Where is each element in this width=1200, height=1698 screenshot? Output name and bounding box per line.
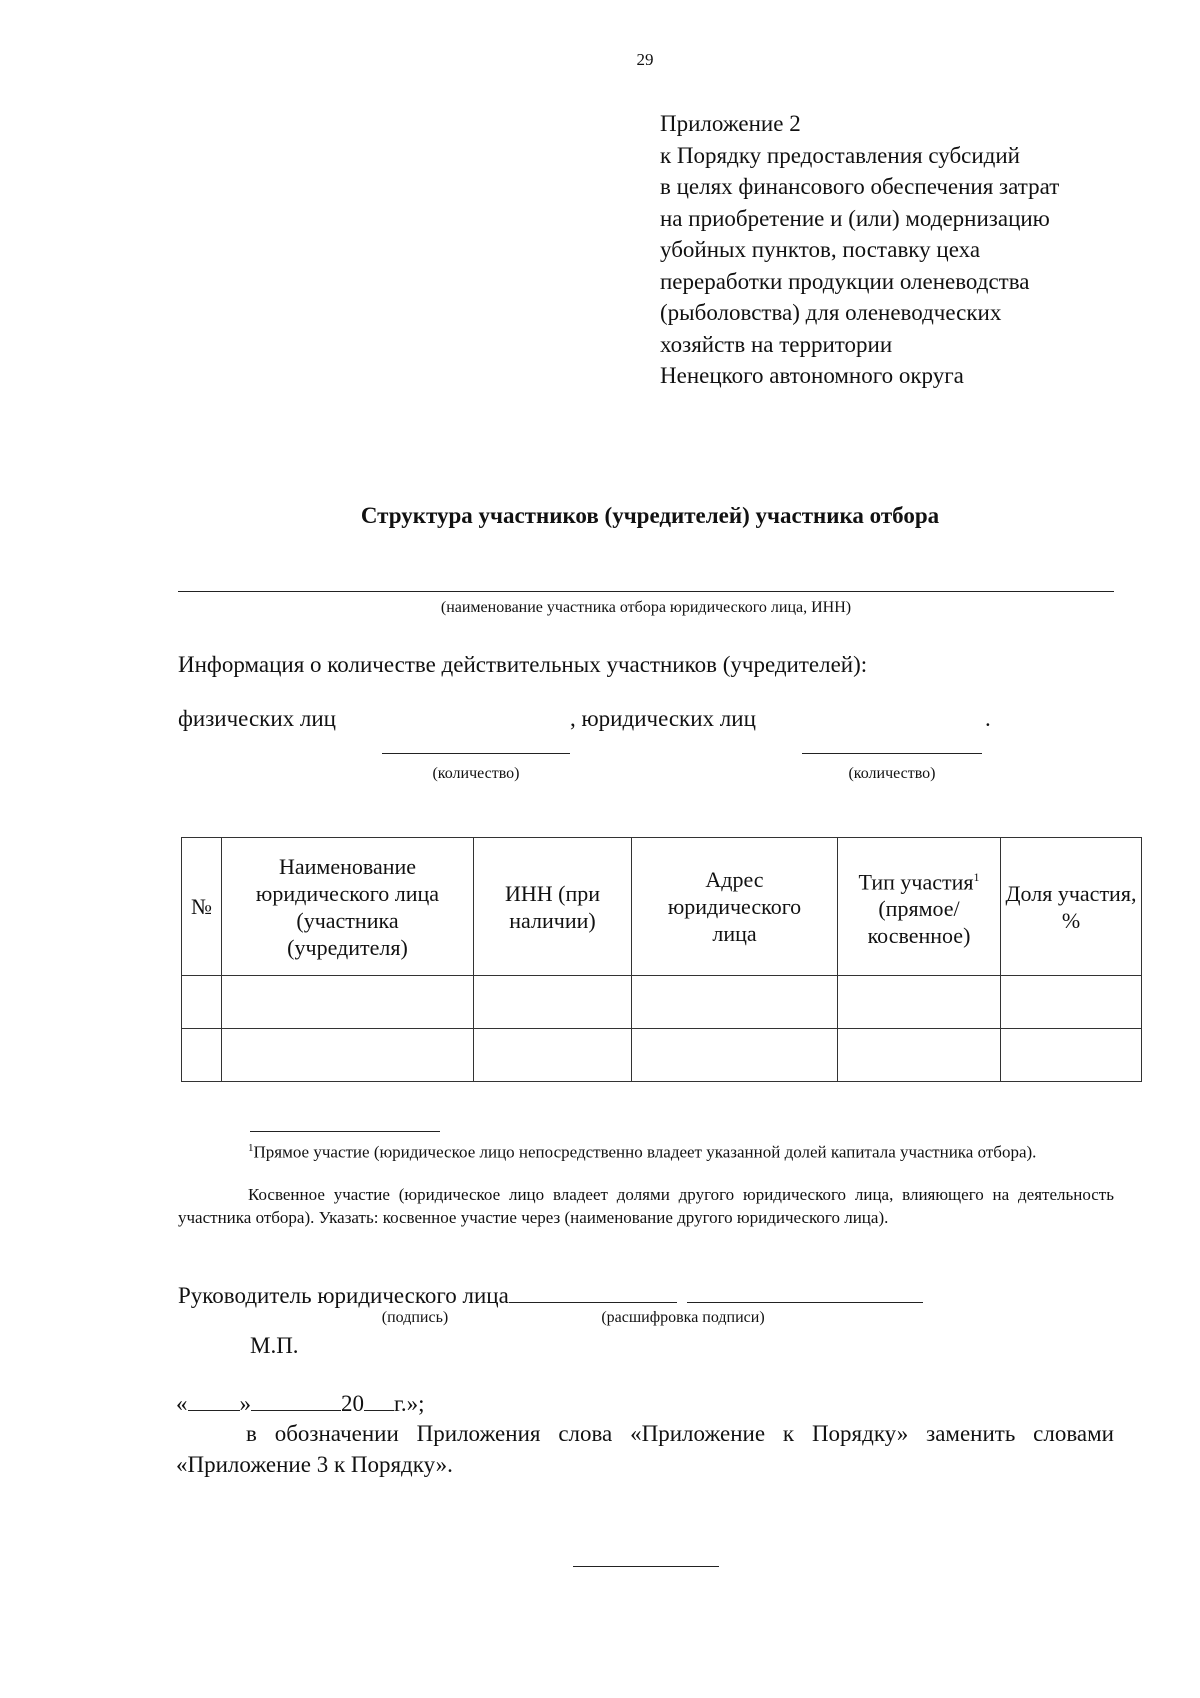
table-cell[interactable] [632, 1029, 838, 1082]
end-rule [573, 1566, 719, 1567]
seal-mark: М.П. [250, 1333, 299, 1358]
date-day-field[interactable] [188, 1388, 240, 1411]
table-cell[interactable] [1001, 1029, 1142, 1082]
individuals-count-hint: (количество) [432, 765, 520, 782]
table-cell[interactable] [222, 1029, 474, 1082]
footnote-direct-text: Прямое участие (юридическое лицо непосредственно владеет указанной долей капитала участника отбора). [253, 1142, 1037, 1162]
table-cell[interactable] [474, 1029, 632, 1082]
footnote-indirect: Косвенное участие (юридическое лицо владеет долями другого юридического лица, влияющего на деятельность участника отбора). Указать: косвенное участие через (наименование другого юридического лица). [178, 1185, 1114, 1227]
appendix-line: Ненецкого автономного округа [660, 363, 964, 388]
legal-entities-count-hint: (количество) [848, 765, 936, 782]
legal-entities-count-line[interactable] [802, 753, 982, 754]
footnote-direct-mark: 1 [248, 1142, 254, 1154]
date-line [176, 1388, 424, 1417]
table-row [182, 1029, 1142, 1082]
table-cell[interactable] [182, 1029, 222, 1082]
appendix-line: (рыболовства) для оленеводческих [660, 300, 1002, 325]
table-cell[interactable] [838, 1029, 1001, 1082]
header-number: № [182, 838, 222, 976]
header-share: Доля участия, % [1001, 838, 1142, 976]
appendix-line: в целях финансового обеспечения затрат [660, 174, 1060, 199]
table-cell[interactable] [222, 976, 474, 1029]
table-cell[interactable] [474, 976, 632, 1029]
table-cell[interactable] [1001, 976, 1142, 1029]
signature-decode-field[interactable] [687, 1280, 923, 1303]
date-open-quote: « [176, 1391, 188, 1416]
signature-hint: (подпись) [381, 1309, 449, 1326]
closing-paragraph: в обозначении Приложения слова «Приложение к Порядку» заменить словами «Приложение 3 к Порядку». [176, 1421, 1114, 1477]
footnote-direct [178, 1137, 1114, 1164]
header-entity-name: Наименование юридического лица (участника (учредителя) [222, 838, 474, 976]
appendix-line: к Порядку предоставления субсидий [660, 142, 1020, 168]
signature-line [178, 1280, 923, 1309]
appendix-line: на приобретение и (или) модернизацию [660, 205, 1050, 231]
participation-type-label: Тип участия [858, 869, 974, 895]
header-inn: ИНН (при наличии) [474, 838, 632, 976]
page-number: 29 [636, 50, 654, 69]
appendix-block [660, 108, 1059, 392]
signature-decode-hint: (расшифровка подписи) [601, 1309, 765, 1326]
individuals-count-line[interactable] [382, 753, 570, 754]
date-close-quote: » [239, 1391, 251, 1416]
date-month-field[interactable] [251, 1388, 341, 1411]
table-row [182, 976, 1142, 1029]
table-cell[interactable] [838, 976, 1001, 1029]
appendix-line: убойных пунктов, поставку цеха [660, 237, 981, 262]
header-participation-type [838, 838, 1001, 976]
table-cell[interactable] [182, 976, 222, 1029]
header-address: Адрес юридического лица [632, 838, 838, 976]
document-title: Структура участников (учредителей) участника отбора [360, 503, 940, 528]
footnote-mark: 1 [973, 869, 980, 884]
individuals-label: физических лиц [178, 706, 336, 731]
table-cell[interactable] [632, 976, 838, 1029]
table-header-row [182, 838, 1142, 976]
participation-type-options: (прямое/ косвенное) [867, 896, 971, 949]
appendix-line: Приложение 2 [660, 111, 801, 136]
signature-label: Руководитель юридического лица [178, 1283, 509, 1308]
date-year-suffix: г.»; [394, 1391, 425, 1416]
participants-table [181, 837, 1142, 1082]
info-heading: Информация о количестве действительных участников (учредителей): [178, 652, 868, 677]
appendix-line: переработки продукции оленеводства [660, 268, 1030, 294]
date-year-prefix: 20 [341, 1391, 364, 1416]
footnote-separator [250, 1131, 440, 1132]
legal-entities-label: , юридических лиц [570, 706, 756, 731]
line-end-period: . [985, 706, 991, 731]
participant-name-hint: (наименование участника отбора юридического лица, ИНН) [440, 599, 852, 616]
participant-name-line[interactable] [178, 591, 1114, 592]
signature-field[interactable] [509, 1280, 677, 1303]
appendix-line: хозяйств на территории [660, 331, 893, 357]
date-year-field[interactable] [364, 1388, 394, 1411]
